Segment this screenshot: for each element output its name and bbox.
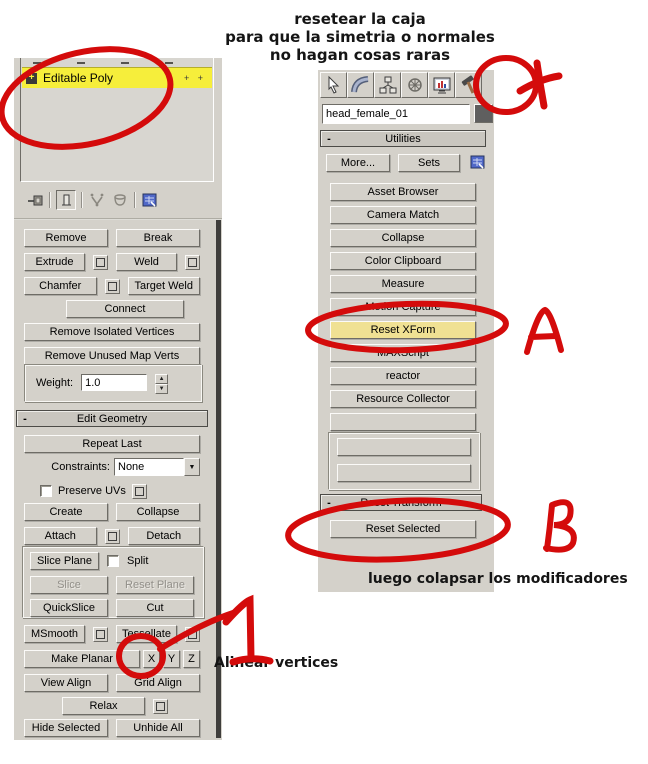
modifier-name: Editable Poly <box>43 71 114 85</box>
repeat-last-button[interactable]: Repeat Last <box>24 435 200 453</box>
attach-settings-icon[interactable] <box>105 529 120 544</box>
utilities-hammer-icon <box>459 75 479 95</box>
create-arrow-icon <box>324 75 344 95</box>
toolbar-separator <box>49 192 51 208</box>
panel-divider <box>14 218 222 220</box>
edit-geometry-rollout-header[interactable] <box>16 410 208 427</box>
tessellate-settings-icon[interactable] <box>185 627 200 642</box>
constraints-label: Constraints: <box>51 461 110 473</box>
collapse-minus-icon[interactable]: - <box>23 412 27 425</box>
attach-button[interactable]: Attach <box>24 527 97 545</box>
object-color-swatch[interactable] <box>474 104 493 123</box>
extrude-settings-icon[interactable] <box>93 255 108 270</box>
utilities-tab[interactable] <box>455 72 482 98</box>
modify-arc-icon <box>351 75 371 95</box>
collapse-note: luego colapsar los modificadores <box>368 571 628 587</box>
utility-button[interactable]: Motion Capture <box>330 298 476 316</box>
empty-utility-slot <box>337 464 471 482</box>
utility-button[interactable]: Reset XForm <box>330 321 476 339</box>
collapse-button[interactable]: Collapse <box>116 503 200 521</box>
empty-utility-slot <box>337 438 471 456</box>
configure-button-sets-icon[interactable] <box>470 155 486 175</box>
spin-up-icon[interactable]: ▲ <box>155 374 168 384</box>
display-tab[interactable] <box>428 72 455 98</box>
sparkle-marks: + + <box>183 73 206 83</box>
spin-down-icon[interactable]: ▼ <box>155 384 168 394</box>
detach-button[interactable]: Detach <box>128 527 201 545</box>
make-planar-x-button[interactable]: X <box>143 650 160 668</box>
preserve-uvs-settings-icon[interactable] <box>132 484 147 499</box>
motion-wheel-icon <box>405 75 425 95</box>
modify-tab[interactable] <box>347 72 374 98</box>
command-panel-tabs <box>320 72 482 98</box>
cross-mark <box>520 63 559 106</box>
unhide-all-button[interactable]: Unhide All <box>116 719 200 737</box>
utilities-command-panel <box>318 70 494 592</box>
button-row <box>24 527 200 545</box>
constraints-dropdown[interactable] <box>114 458 200 476</box>
button-row <box>30 576 194 594</box>
break-button[interactable]: Break <box>116 229 200 247</box>
show-end-result-icon[interactable] <box>56 190 76 210</box>
split-checkbox[interactable] <box>107 555 119 567</box>
remove-unused-map-verts-button[interactable]: Remove Unused Map Verts <box>24 347 200 365</box>
hierarchy-icon <box>378 75 398 95</box>
make-planar-row <box>24 650 200 668</box>
top-note-line: para que la simetria o normales <box>225 28 495 46</box>
slice-button[interactable]: Slice <box>30 576 108 594</box>
rollout-title: Edit Geometry <box>76 412 148 425</box>
collapse-minus-icon[interactable]: - <box>327 132 331 145</box>
utility-button[interactable]: Camera Match <box>330 206 476 224</box>
toolbar-separator <box>81 192 83 208</box>
weld-settings-icon[interactable] <box>185 255 200 270</box>
mark-1 <box>226 600 270 662</box>
align-vertices-note: Alinear vertices <box>214 655 339 671</box>
pin-stack-icon[interactable] <box>26 191 44 209</box>
mark-a <box>527 310 561 352</box>
configure-modifier-sets-icon[interactable] <box>141 191 159 209</box>
remove-button[interactable]: Remove <box>24 229 108 247</box>
constraints-value: None <box>114 458 184 476</box>
button-row <box>24 253 200 271</box>
slice-plane-button[interactable]: Slice Plane <box>30 552 99 570</box>
editable-poly-panel <box>14 58 222 740</box>
target-weld-button[interactable]: Target Weld <box>128 277 201 295</box>
button-row <box>24 503 200 521</box>
button-row <box>24 719 200 737</box>
top-note-line: no hagan cosas raras <box>269 46 451 64</box>
button-row <box>24 347 200 365</box>
hide-selected-button[interactable]: Hide Selected <box>24 719 108 737</box>
utility-button[interactable] <box>330 413 476 431</box>
weight-spinner[interactable] <box>155 374 168 392</box>
make-planar-z-button[interactable]: Z <box>183 650 200 668</box>
motion-tab[interactable] <box>401 72 428 98</box>
button-row <box>24 229 200 247</box>
make-unique-icon[interactable] <box>88 191 106 209</box>
expand-plus-icon[interactable]: + <box>26 73 37 84</box>
connect-button[interactable]: Connect <box>66 300 184 318</box>
stack-partial-row <box>33 62 201 64</box>
button-row <box>24 277 200 295</box>
object-name-field[interactable]: head_female_01 <box>322 104 470 124</box>
slice-plane-row <box>30 552 194 570</box>
utilities-rollout-header[interactable] <box>320 130 486 147</box>
utility-button[interactable]: Resource Collector <box>330 390 476 408</box>
create-button[interactable]: Create <box>24 503 108 521</box>
make-planar-button[interactable]: Make Planar <box>24 650 140 668</box>
preserve-uvs-row <box>40 482 200 500</box>
button-row <box>30 599 194 617</box>
relax-settings-icon[interactable] <box>153 699 168 714</box>
utility-button[interactable]: Collapse <box>330 229 476 247</box>
utility-button[interactable]: Measure <box>330 275 476 293</box>
utilities-toolbar-row <box>326 154 466 172</box>
more-button[interactable]: More... <box>326 154 390 172</box>
button-row <box>24 625 200 643</box>
utility-button[interactable]: Color Clipboard <box>330 252 476 270</box>
preserve-uvs-checkbox[interactable] <box>40 485 52 497</box>
top-note <box>140 10 580 64</box>
modifier-stack-list[interactable] <box>20 58 214 182</box>
reset-selected-button[interactable]: Reset Selected <box>330 520 476 538</box>
collapse-minus-icon[interactable]: - <box>327 496 331 509</box>
split-label: Split <box>127 555 149 567</box>
mark-b <box>546 502 574 549</box>
cut-button[interactable]: Cut <box>116 599 194 617</box>
hierarchy-tab[interactable] <box>374 72 401 98</box>
create-tab[interactable] <box>320 72 347 98</box>
reset-transform-rollout-header[interactable] <box>320 494 482 511</box>
button-row <box>24 674 200 692</box>
view-align-button[interactable]: View Align <box>24 674 108 692</box>
extrude-button[interactable]: Extrude <box>24 253 85 271</box>
relax-row <box>62 697 168 715</box>
utility-button[interactable]: MAXScript <box>330 344 476 362</box>
weld-button[interactable]: Weld <box>116 253 177 271</box>
tessellate-button[interactable]: Tessellate <box>116 625 177 643</box>
modifier-stack-toolbar <box>20 186 214 214</box>
rollout-title: Utilities <box>385 132 421 145</box>
remove-isolated-vertices-button[interactable]: Remove Isolated Vertices <box>24 323 200 341</box>
modifier-stack-entry[interactable] <box>22 67 212 88</box>
constraints-row <box>24 458 200 476</box>
top-note-line: resetear la caja <box>294 10 426 28</box>
button-row <box>24 323 200 341</box>
quickslice-button[interactable]: QuickSlice <box>30 599 108 617</box>
toolbar-separator <box>134 192 136 208</box>
button-row <box>24 435 200 453</box>
chamfer-button[interactable]: Chamfer <box>24 277 97 295</box>
grid-align-button[interactable]: Grid Align <box>116 674 200 692</box>
dropdown-arrow-icon[interactable]: ▼ <box>184 458 200 476</box>
preserve-uvs-label: Preserve UVs <box>58 485 126 497</box>
weight-row <box>36 374 194 392</box>
rollout-title: Reset Transform <box>360 496 442 509</box>
utility-button-list <box>330 183 476 436</box>
weight-input[interactable]: 1.0 <box>81 374 147 391</box>
sets-button[interactable]: Sets <box>398 154 460 172</box>
utility-extra-groupbox <box>328 432 480 490</box>
msmooth-settings-icon[interactable] <box>93 627 108 642</box>
reset-plane-button[interactable]: Reset Plane <box>116 576 194 594</box>
msmooth-button[interactable]: MSmooth <box>24 625 85 643</box>
chamfer-settings-icon[interactable] <box>105 279 120 294</box>
remove-modifier-icon[interactable] <box>111 191 129 209</box>
utility-button[interactable]: reactor <box>330 367 476 385</box>
display-monitor-icon <box>432 75 452 95</box>
make-planar-y-button[interactable]: Y <box>163 650 180 668</box>
relax-button[interactable]: Relax <box>62 697 145 715</box>
button-row <box>66 300 184 318</box>
utility-button[interactable]: Asset Browser <box>330 183 476 201</box>
weight-label: Weight: <box>36 377 74 389</box>
